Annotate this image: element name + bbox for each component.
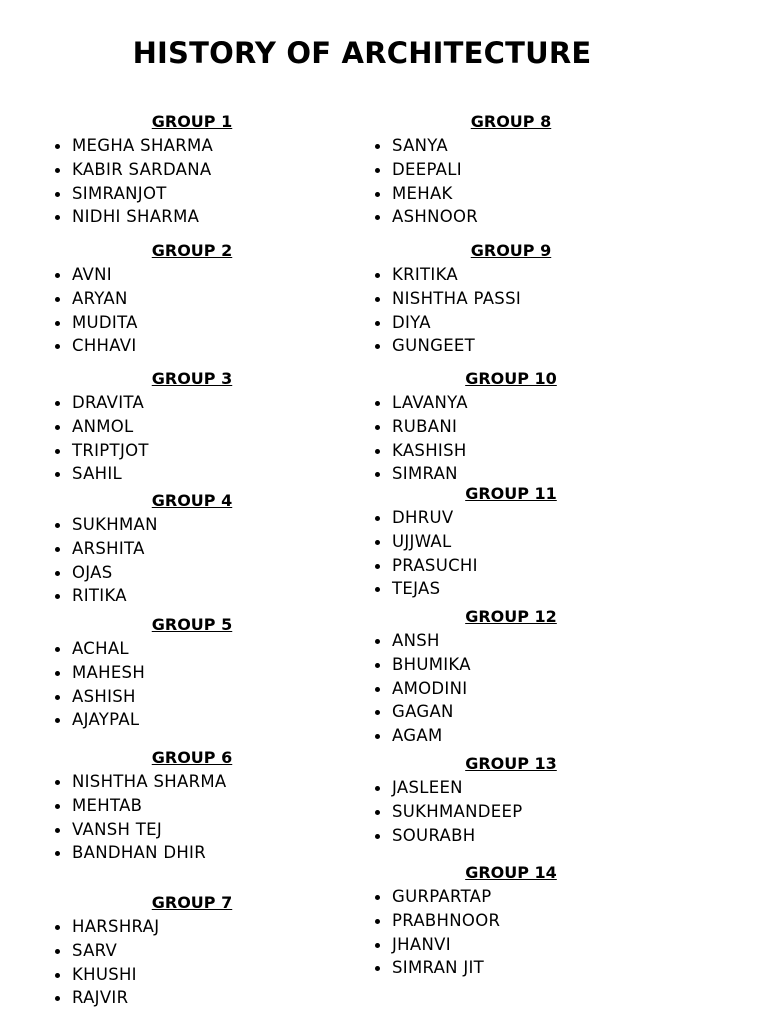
member-item: SARV	[52, 939, 159, 963]
member-item: ARYAN	[52, 287, 138, 311]
member-item: LAVANYA	[372, 391, 468, 415]
group-heading: GROUP 14	[465, 863, 557, 882]
member-item: DHRUV	[372, 506, 478, 530]
member-item: TEJAS	[372, 577, 478, 601]
member-item: KRITIKA	[372, 263, 521, 287]
group-heading: GROUP 1	[151, 112, 233, 131]
member-list	[372, 263, 521, 358]
member-item: RITIKA	[52, 584, 158, 608]
member-list	[52, 637, 145, 732]
member-item: PRASUCHI	[372, 554, 478, 578]
member-item: ACHAL	[52, 637, 145, 661]
member-item: GAGAN	[372, 700, 471, 724]
member-item: DEEPALI	[372, 158, 478, 182]
member-item: AMODINI	[372, 677, 471, 701]
member-item: JHANVI	[372, 933, 500, 957]
member-list	[372, 776, 522, 847]
member-item: RAJVIR	[52, 986, 159, 1010]
member-item: ANMOL	[52, 415, 149, 439]
member-list	[52, 770, 226, 865]
member-item: SANYA	[372, 134, 478, 158]
member-item: ASHISH	[52, 685, 145, 709]
member-item: UJJWAL	[372, 530, 478, 554]
group-heading: GROUP 7	[151, 893, 233, 912]
member-item: VANSH TEJ	[52, 818, 226, 842]
member-item: BHUMIKA	[372, 653, 471, 677]
member-item: SOURABH	[372, 824, 522, 848]
member-item: ASHNOOR	[372, 205, 478, 229]
group-heading: GROUP 8	[470, 112, 552, 131]
member-item: MAHESH	[52, 661, 145, 685]
page-title: HISTORY OF ARCHITECTURE	[132, 36, 592, 70]
member-item: OJAS	[52, 561, 158, 585]
member-list	[372, 629, 471, 748]
member-item: BANDHAN DHIR	[52, 841, 226, 865]
member-item: AGAM	[372, 724, 471, 748]
member-list	[372, 134, 478, 229]
member-list	[52, 915, 159, 1010]
member-item: MEHTAB	[52, 794, 226, 818]
member-list	[52, 391, 149, 486]
member-item: AJAYPAL	[52, 708, 145, 732]
member-list	[372, 885, 500, 980]
member-item: MUDITA	[52, 311, 138, 335]
member-item: MEGHA SHARMA	[52, 134, 213, 158]
member-item: GURPARTAP	[372, 885, 500, 909]
member-item: JASLEEN	[372, 776, 522, 800]
group-heading: GROUP 2	[151, 241, 233, 260]
member-item: NISHTHA PASSI	[372, 287, 521, 311]
member-item: MEHAK	[372, 182, 478, 206]
group-heading: GROUP 10	[465, 369, 557, 388]
member-list	[52, 513, 158, 608]
group-heading: GROUP 9	[470, 241, 552, 260]
member-item: DRAVITA	[52, 391, 149, 415]
member-item: CHHAVI	[52, 334, 138, 358]
member-item: SIMRANJOT	[52, 182, 213, 206]
group-heading: GROUP 4	[151, 491, 233, 510]
group-heading: GROUP 3	[151, 369, 233, 388]
member-item: GUNGEET	[372, 334, 521, 358]
member-item: SUKHMANDEEP	[372, 800, 522, 824]
member-item: SIMRAN	[372, 462, 468, 486]
member-list	[372, 391, 468, 486]
member-item: HARSHRAJ	[52, 915, 159, 939]
member-item: ANSH	[372, 629, 471, 653]
member-item: SIMRAN JIT	[372, 956, 500, 980]
member-item: NIDHI SHARMA	[52, 205, 213, 229]
member-item: SAHIL	[52, 462, 149, 486]
member-item: ARSHITA	[52, 537, 158, 561]
group-heading: GROUP 6	[151, 748, 233, 767]
member-item: RUBANI	[372, 415, 468, 439]
group-heading: GROUP 13	[465, 754, 557, 773]
group-heading: GROUP 11	[465, 484, 557, 503]
member-item: NISHTHA SHARMA	[52, 770, 226, 794]
member-item: DIYA	[372, 311, 521, 335]
member-item: AVNI	[52, 263, 138, 287]
member-list	[372, 506, 478, 601]
member-item: KHUSHI	[52, 963, 159, 987]
member-item: SUKHMAN	[52, 513, 158, 537]
group-heading: GROUP 12	[465, 607, 557, 626]
member-item: TRIPTJOT	[52, 439, 149, 463]
member-item: KASHISH	[372, 439, 468, 463]
member-list	[52, 263, 138, 358]
member-list	[52, 134, 213, 229]
group-heading: GROUP 5	[151, 615, 233, 634]
member-item: PRABHNOOR	[372, 909, 500, 933]
member-item: KABIR SARDANA	[52, 158, 213, 182]
